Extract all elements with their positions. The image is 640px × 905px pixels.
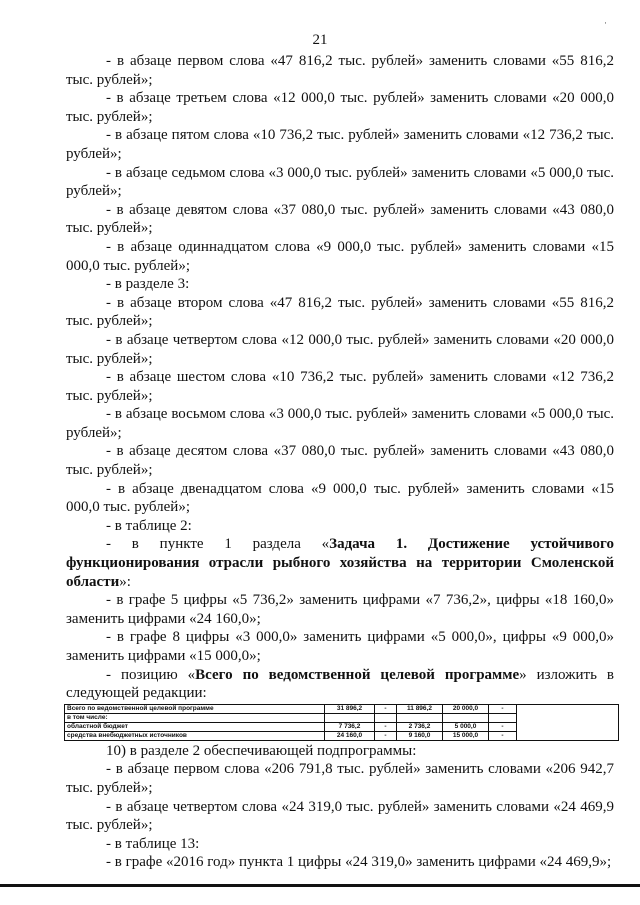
table-cell-v2: - (375, 704, 397, 713)
document-body (66, 52, 614, 872)
subprogram-paragraph-4: - в таблице 13: (106, 835, 200, 852)
table-cell-v5: - (489, 722, 517, 731)
table-cell-v5: - (489, 731, 517, 740)
task-paragraph (66, 535, 614, 591)
table-cell-v2: - (375, 722, 397, 731)
table-cell-v1: 7 736,2 (325, 722, 375, 731)
task-suffix: »: (119, 573, 131, 590)
table-cell-v4: 15 000,0 (443, 731, 489, 740)
table-cell-label: областной бюджет (65, 722, 325, 731)
table-cell-v4 (443, 713, 489, 722)
page-number: 21 (312, 32, 328, 48)
position-title: Всего по ведомственной целевой программе (195, 666, 520, 683)
table-cell-v1 (325, 713, 375, 722)
subprogram-paragraph-5: - в графе «2016 год» пункта 1 цифры «24 319,0» заменить цифрами «24 469,9»; (106, 854, 612, 871)
paragraph-14: - в таблице 2: (106, 517, 192, 534)
paragraph-5: - в абзаце девятом слова «37 080,0 тыс. рублей» заменить словами «43 080,0 тыс. рублей»; (66, 201, 614, 237)
table-cell-v1: 31 896,2 (325, 704, 375, 713)
paragraph-4: - в абзаце седьмом слова «3 000,0 тыс. рублей» заменить словами «5 000,0 тыс. рублей»; (66, 164, 614, 200)
task-title: Задача 1. Достижение устойчивого функционирования отрасли рыбного хозяйства на территории Смоленской области (66, 536, 614, 590)
paragraph-11: - в абзаце восьмом слова «3 000,0 тыс. рублей» заменить словами «5 000,0 тыс. рублей»; (66, 406, 614, 441)
position-prefix: - позицию « (106, 666, 196, 683)
table-cell-v5 (489, 713, 517, 722)
amendments-columns (66, 591, 614, 665)
table-cell-v3: 11 896,2 (397, 704, 443, 713)
subprogram-paragraph-2: - в абзаце первом слова «206 791,8 тыс. рублей» заменить словами «206 942,7 тыс. рублей»; (66, 761, 614, 796)
position-paragraph (66, 666, 614, 703)
paragraph-7: - в разделе 3: (106, 276, 190, 293)
amendments-subprogram (66, 742, 614, 872)
task-prefix: - в пункте 1 раздела « (106, 536, 330, 553)
table-cell-v2: - (375, 731, 397, 740)
paragraph-3: - в абзаце пятом слова «10 736,2 тыс. рублей» заменить словами «12 736,2 тыс. рублей»; (66, 127, 614, 162)
table-cell-v3: 9 160,0 (397, 731, 443, 740)
column-paragraph-2: - в графе 8 цифры «3 000,0» заменить цифрами «5 000,0», цифры «9 000,0» заменить цифрами «15 000,0»; (66, 629, 614, 664)
paragraph-1: - в абзаце первом слова «47 816,2 тыс. рублей» заменить словами «55 816,2 тыс. рублей»; (66, 53, 614, 88)
replacement-table-wrap (64, 704, 614, 741)
table-row (65, 704, 619, 713)
corner-mark: · (604, 18, 607, 28)
table-cell-label: в том числе: (65, 713, 325, 722)
subprogram-paragraph-1: 10) в разделе 2 обеспечивающей подпрограммы: (106, 742, 417, 759)
paragraph-12: - в абзаце десятом слова «37 080,0 тыс. рублей» заменить словами «43 080,0 тыс. рублей»; (66, 443, 614, 479)
table-cell-v4: 5 000,0 (443, 722, 489, 731)
paragraph-10: - в абзаце шестом слова «10 736,2 тыс. рублей» заменить словами «12 736,2 тыс. рублей»; (66, 369, 614, 404)
subprogram-paragraph-3: - в абзаце четвертом слова «24 319,0 тыс. рублей» заменить словами «24 469,9 тыс. рублей»; (66, 798, 614, 834)
paragraph-2: - в абзаце третьем слова «12 000,0 тыс. рублей» заменить словами «20 000,0 тыс. рублей»; (66, 90, 614, 125)
table-cell-v3 (397, 713, 443, 722)
paragraph-13: - в абзаце двенадцатом слова «9 000,0 тыс. рублей» заменить словами «15 000,0 тыс. рублей»; (66, 480, 614, 516)
table-cell-extra (517, 704, 619, 740)
table-cell-label: Всего по ведомственной целевой программе (65, 704, 325, 713)
table-cell-label: средства внебюджетных источников (65, 731, 325, 740)
table-cell-v5: - (489, 704, 517, 713)
table-cell-v1: 24 160,0 (325, 731, 375, 740)
paragraph-6: - в абзаце одиннадцатом слова «9 000,0 тыс. рублей» заменить словами «15 000,0 тыс. рублей»; (66, 238, 614, 274)
replacement-table (64, 704, 619, 741)
paragraph-9: - в абзаце четвертом слова «12 000,0 тыс. рублей» заменить словами «20 000,0 тыс. рублей»; (66, 331, 614, 367)
position-suffix: » изложить в следующей редакции: (66, 666, 614, 702)
amendments-section-2 (66, 52, 614, 535)
table-cell-v3: 2 736,2 (397, 722, 443, 731)
paragraph-8: - в абзаце втором слова «47 816,2 тыс. рублей» заменить словами «55 816,2 тыс. рублей»; (66, 294, 614, 330)
bottom-rule (0, 884, 640, 887)
table-cell-v4: 20 000,0 (443, 704, 489, 713)
column-paragraph-1: - в графе 5 цифры «5 736,2» заменить цифрами «7 736,2», цифры «18 160,0» заменить цифрами «24 160,0»; (66, 592, 614, 627)
table-cell-v2 (375, 713, 397, 722)
